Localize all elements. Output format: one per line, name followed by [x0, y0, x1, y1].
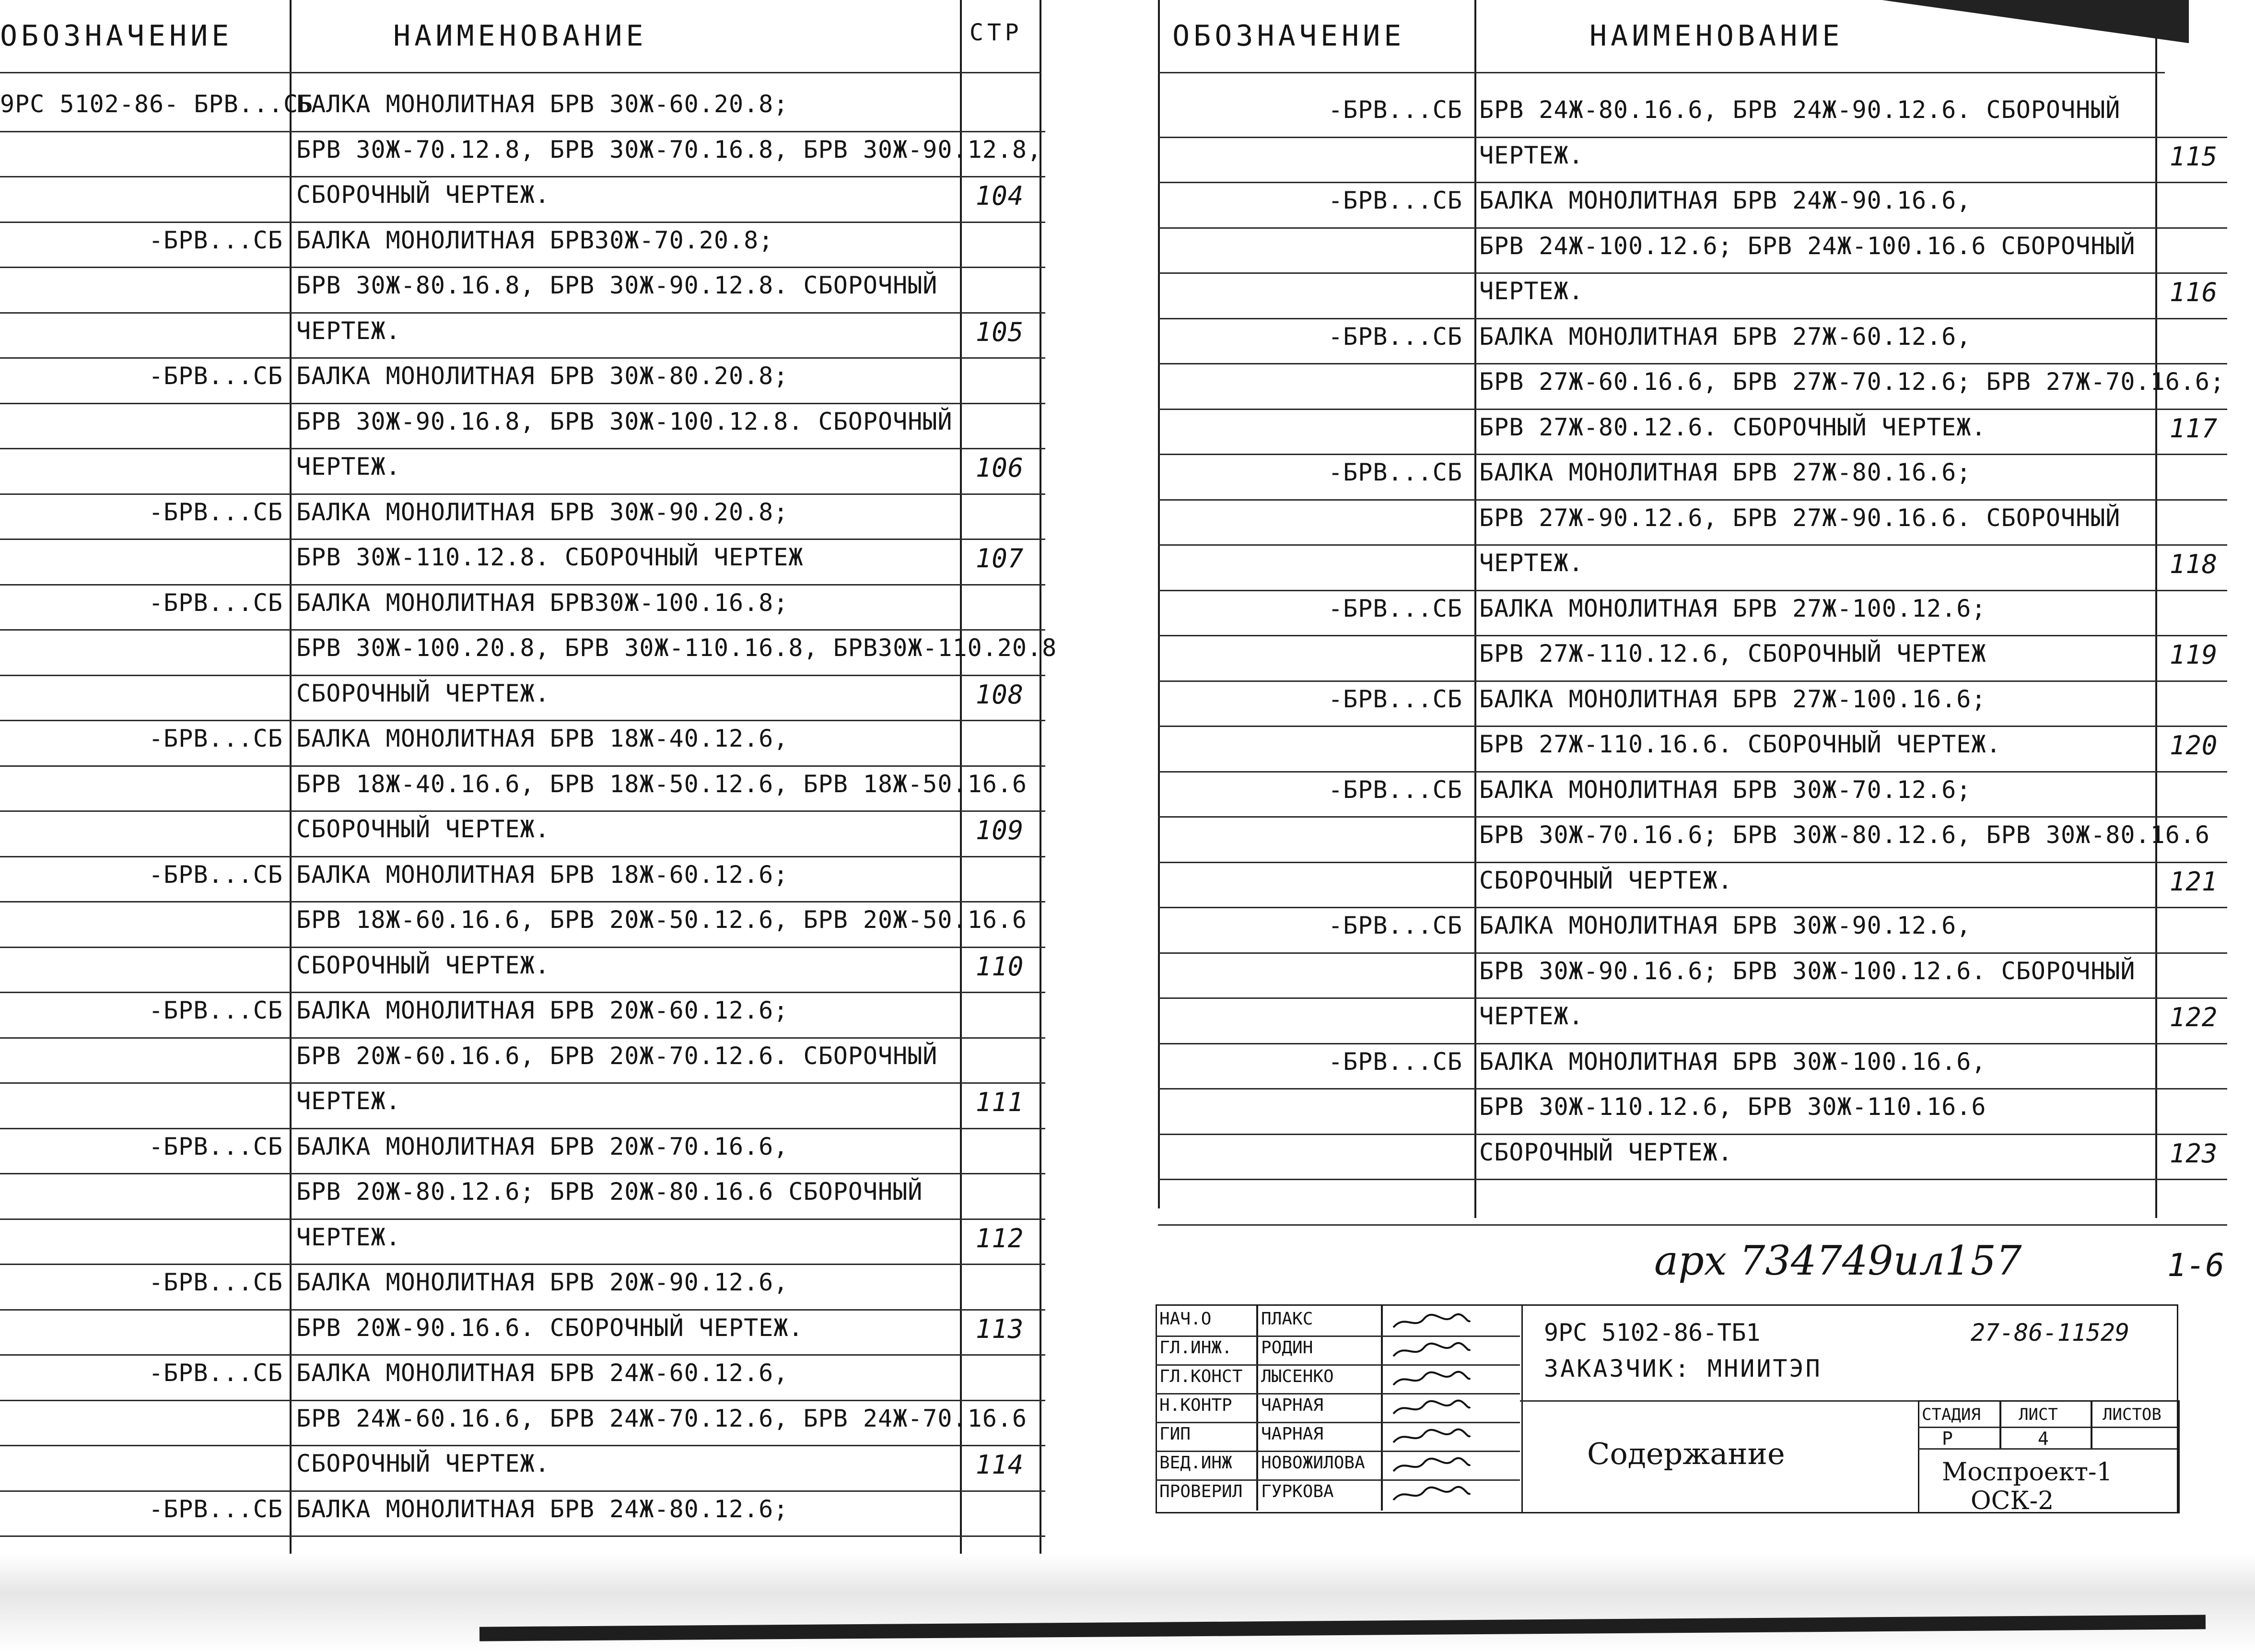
page-cell: 113 [975, 1313, 1024, 1344]
name-cell: БАЛКА МОНОЛИТНАЯ БРВ 30Ж-80.20.8; [296, 362, 789, 390]
name-cell: БРВ 24Ж-100.12.6; БРВ 24Ж-100.16.6 СБОРОЧНЫЙ [1479, 232, 2136, 260]
name-cell: БАЛКА МОНОЛИТНАЯ БРВ 27Ж-100.12.6; [1479, 594, 1986, 622]
table-row [0, 176, 1045, 221]
page-cell: 110 [975, 951, 1024, 982]
name-cell: БРВ 30Ж-70.16.6; БРВ 30Ж-80.12.6, БРВ 30Ж-80.16.6 [1479, 821, 2210, 849]
stage-label: СТАДИЯ [1922, 1405, 1981, 1424]
signature [1390, 1455, 1472, 1476]
header-name: НАИМЕНОВАНИЕ [393, 19, 647, 53]
table-row [1158, 1088, 2227, 1133]
designation-cell: -БРВ...СБ [149, 588, 283, 617]
name-cell: БРВ 30Ж-110.12.8. СБОРОЧНЫЙ ЧЕРТЕЖ [296, 543, 804, 571]
page-cell: 118 [2169, 549, 2218, 579]
name-cell: БАЛКА МОНОЛИТНАЯ БРВ 18Ж-60.12.6; [296, 860, 789, 889]
name-cell: БАЛКА МОНОЛИТНАЯ БРВ 20Ж-60.12.6; [296, 996, 789, 1024]
page-cell: 114 [975, 1450, 1024, 1480]
name-cell: БАЛКА МОНОЛИТНАЯ БРВ30Ж-70.20.8; [296, 226, 774, 254]
name-cell: БАЛКА МОНОЛИТНАЯ БРВ 30Ж-60.20.8; [296, 90, 789, 118]
table-row [1158, 363, 2227, 408]
sheet-title: Содержание [1587, 1436, 1785, 1471]
name-cell: СБОРОЧНЫЙ ЧЕРТЕЖ. [296, 1450, 550, 1477]
table-row [1158, 318, 2227, 363]
table-row [0, 493, 1045, 539]
designation-cell: -БРВ...СБ [149, 1359, 283, 1387]
table-row [0, 810, 1045, 855]
table-row [0, 1082, 1045, 1127]
name-cell: БРВ 27Ж-80.12.6. СБОРОЧНЫЙ ЧЕРТЕЖ. [1479, 413, 1986, 441]
page-cell: 107 [975, 543, 1024, 574]
signature [1390, 1484, 1472, 1505]
name-cell: СБОРОЧНЫЙ ЧЕРТЕЖ. [1479, 866, 1733, 894]
name-cell: БРВ 20Ж-60.16.6, БРВ 20Ж-70.12.6. СБОРОЧНЫЙ [296, 1042, 938, 1070]
sheet-label: ЛИСТ [2019, 1405, 2058, 1424]
name-cell: БАЛКА МОНОЛИТНАЯ БРВ 27Ж-60.12.6, [1479, 322, 1972, 351]
name-cell: БАЛКА МОНОЛИТНАЯ БРВ 30Ж-90.20.8; [296, 498, 789, 526]
scan-noise [0, 1554, 2255, 1652]
staff-rule [1156, 1479, 1520, 1481]
name-cell: СБОРОЧНЫЙ ЧЕРТЕЖ. [1479, 1138, 1733, 1166]
name-cell: БРВ 20Ж-80.12.6; БРВ 20Ж-80.16.6 СБОРОЧНЫЙ [296, 1178, 923, 1206]
name-cell: БРВ 30Ж-90.16.6; БРВ 30Ж-100.12.6. СБОРОЧНЫЙ [1479, 957, 2136, 985]
table-row [0, 856, 1045, 901]
page-cell: 120 [2169, 730, 2218, 761]
name-cell: БРВ 18Ж-40.16.6, БРВ 18Ж-50.12.6, БРВ 18Ж-50.16.6 [296, 770, 1028, 798]
page-cell: 109 [975, 815, 1024, 845]
page-cell: 115 [2169, 141, 2218, 172]
staff-rule [1156, 1364, 1520, 1366]
header-designation: ОБОЗНАЧЕНИЕ [0, 19, 233, 53]
table-row [1158, 771, 2227, 816]
name-cell: БАЛКА МОНОЛИТНАЯ БРВ 27Ж-80.16.6; [1479, 458, 1972, 486]
sheet-value: 4 [2038, 1428, 2049, 1449]
table-row [0, 448, 1045, 493]
name-cell: ЧЕРТЕЖ. [296, 453, 401, 480]
signature [1390, 1311, 1472, 1332]
designation-cell: -БРВ...СБ [1328, 187, 1462, 214]
name-cell: БАЛКА МОНОЛИТНАЯ БРВ 24Ж-90.16.6, [1479, 187, 1972, 214]
staff-role: НАЧ.О [1159, 1309, 1212, 1329]
staff-role: ПРОВЕРИЛ [1159, 1482, 1243, 1501]
page-cell: 121 [2169, 866, 2218, 897]
designation-cell: -БРВ...СБ [1328, 1047, 1462, 1076]
table-row [1158, 182, 2227, 227]
designation-cell: -БРВ...СБ [149, 498, 283, 526]
left-sheet [0, 0, 1057, 1554]
table-row [0, 1218, 1045, 1264]
page-cell: 106 [975, 453, 1024, 483]
page-cell: 111 [975, 1087, 1024, 1117]
signature [1390, 1340, 1472, 1361]
signature [1390, 1426, 1472, 1447]
table-row [0, 992, 1045, 1037]
name-cell: ЧЕРТЕЖ. [1479, 277, 1584, 305]
name-cell: БРВ 27Ж-110.16.6. СБОРОЧНЫЙ ЧЕРТЕЖ. [1479, 730, 2001, 758]
name-cell: СБОРОЧНЫЙ ЧЕРТЕЖ. [296, 815, 550, 843]
name-cell: ЧЕРТЕЖ. [1479, 1002, 1584, 1030]
table-row [0, 1445, 1045, 1490]
row-rule [1158, 1224, 2227, 1226]
designation-cell: -БРВ...СБ [149, 996, 283, 1024]
designation-cell: -БРВ...СБ [149, 362, 283, 390]
designation-cell: -БРВ...СБ [1328, 458, 1462, 486]
name-cell: БРВ 30Ж-70.12.8, БРВ 30Ж-70.16.8, БРВ 30Ж-90.12.8, [296, 135, 1042, 164]
table-row [0, 267, 1045, 312]
name-cell: БРВ 30Ж-110.12.6, БРВ 30Ж-110.16.6 [1479, 1093, 1986, 1121]
name-cell: БРВ 24Ж-80.16.6, БРВ 24Ж-90.12.6. СБОРОЧНЫЙ [1479, 96, 2121, 124]
table-row [0, 629, 1057, 674]
table-row [0, 222, 1045, 267]
stage-divider [1999, 1400, 2001, 1448]
name-cell: БАЛКА МОНОЛИТНАЯ БРВ 30Ж-90.12.6, [1479, 912, 1972, 939]
designation-cell: -БРВ...СБ [1328, 775, 1462, 804]
title-rule [1520, 1400, 1918, 1402]
table-row [0, 947, 1045, 992]
name-cell: ЧЕРТЕЖ. [296, 316, 401, 345]
signature [1390, 1397, 1472, 1418]
name-cell: ЧЕРТЕЖ. [296, 1223, 401, 1251]
staff-name: ПЛАКС [1261, 1309, 1313, 1329]
table-row [1158, 907, 2227, 952]
staff-rule [1156, 1336, 1520, 1337]
staff-role: ВЕД.ИНЖ [1159, 1453, 1232, 1473]
designation-cell: -БРВ...СБ [1328, 96, 1462, 124]
table-row [1158, 544, 2227, 589]
page-cell: 123 [2169, 1138, 2218, 1169]
table-row [1158, 499, 2227, 544]
designation-cell: -БРВ...СБ [149, 725, 283, 752]
page-cell: 119 [2169, 640, 2218, 670]
staff-name: ЧАРНАЯ [1261, 1424, 1324, 1444]
table-row [0, 1354, 1045, 1399]
table-row [0, 1490, 1045, 1535]
page-cell: 112 [975, 1223, 1024, 1254]
table-row [1158, 1179, 2227, 1224]
page-cell: 104 [975, 181, 1024, 211]
name-cell: БРВ 18Ж-60.16.6, БРВ 20Ж-50.12.6, БРВ 20Ж-50.16.6 [296, 906, 1028, 934]
document-code: 9РС 5102-86-ТБ1 [1544, 1319, 1761, 1347]
table-row [0, 403, 1045, 448]
stage-value: Р [1942, 1428, 1953, 1449]
designation-cell: -БРВ...СБ [149, 1268, 283, 1296]
name-cell: БРВ 30Ж-90.16.8, БРВ 30Ж-100.12.8. СБОРОЧНЫЙ [296, 407, 953, 435]
table-row [1158, 1134, 2227, 1179]
table-row [0, 765, 1045, 810]
table-row [0, 1173, 1045, 1218]
designation-cell: 9РС 5102-86- БРВ...СБ [0, 90, 314, 118]
staff-name: ГУРКОВА [1261, 1482, 1334, 1501]
page-cell: 117 [2169, 413, 2218, 444]
table-row [1158, 680, 2227, 726]
title-block [1156, 1237, 2225, 1544]
table-row [0, 131, 1045, 176]
staff-name: ЛЫСЕНКО [1261, 1367, 1334, 1386]
archive-note: арх 734749ил157 [1654, 1237, 2022, 1284]
name-cell: БРВ 20Ж-90.16.6. СБОРОЧНЫЙ ЧЕРТЕЖ. [296, 1313, 804, 1342]
table-row [1158, 409, 2227, 454]
table-row [1158, 91, 2227, 136]
table-row [1158, 227, 2227, 272]
order-number: 27-86-11529 [1971, 1319, 2130, 1347]
table-row [0, 357, 1045, 402]
table-row [1158, 1043, 2227, 1088]
name-cell: БАЛКА МОНОЛИТНАЯ БРВ 20Ж-90.12.6, [296, 1268, 789, 1296]
name-cell: БАЛКА МОНОЛИТНАЯ БРВ 24Ж-80.12.6; [296, 1495, 789, 1523]
table-row [0, 1309, 1045, 1354]
name-cell: БАЛКА МОНОЛИТНАЯ БРВ 27Ж-100.16.6; [1479, 685, 1986, 713]
signature [1390, 1369, 1472, 1390]
page-cell: 122 [2169, 1002, 2218, 1032]
name-cell: ЧЕРТЕЖ. [1479, 549, 1584, 577]
name-cell: БАЛКА МОНОЛИТНАЯ БРВ 20Ж-70.16.6, [296, 1132, 789, 1160]
designation-cell: -БРВ...СБ [1328, 685, 1462, 713]
designation-cell: -БРВ...СБ [149, 860, 283, 889]
stage-divider [2091, 1400, 2092, 1448]
page-cell: 105 [975, 316, 1024, 347]
name-cell: БРВ 30Ж-80.16.8, БРВ 30Ж-90.12.8. СБОРОЧНЫЙ [296, 271, 938, 299]
table-row [0, 675, 1045, 720]
name-cell: ЧЕРТЕЖ. [296, 1087, 401, 1115]
scan-artifact [1882, 0, 2189, 43]
customer: ЗАКАЗЧИК: МНИИТЭП [1544, 1355, 1822, 1383]
header-rule [1158, 72, 2165, 73]
row-rule [0, 1535, 1045, 1537]
page-cell: 108 [975, 679, 1024, 710]
table-row [1158, 635, 2227, 680]
name-cell: БАЛКА МОНОЛИТНАЯ БРВ 18Ж-40.12.6, [296, 725, 789, 752]
designation-cell: -БРВ...СБ [1328, 594, 1462, 622]
header-designation: ОБОЗНАЧЕНИЕ [1172, 19, 1405, 53]
name-cell: БАЛКА МОНОЛИТНАЯ БРВ 30Ж-100.16.6, [1479, 1047, 1986, 1076]
table-row [0, 720, 1045, 765]
name-cell: БРВ 27Ж-110.12.6, СБОРОЧНЫЙ ЧЕРТЕЖ [1479, 640, 1986, 668]
table-row [0, 1400, 1045, 1445]
name-cell: БРВ 27Ж-60.16.6, БРВ 27Ж-70.12.6; БРВ 27Ж-70.16.6; [1479, 368, 2225, 396]
header-name: НАИМЕНОВАНИЕ [1589, 19, 1844, 53]
designation-cell: -БРВ...СБ [149, 1132, 283, 1160]
table-row [0, 1037, 1045, 1082]
name-cell: СБОРОЧНЫЙ ЧЕРТЕЖ. [296, 951, 550, 979]
table-row [1158, 952, 2227, 997]
organization-department: ОСК-2 [1971, 1487, 2054, 1515]
staff-name: ЧАРНАЯ [1261, 1395, 1324, 1415]
name-cell: ЧЕРТЕЖ. [1479, 141, 1584, 169]
table-row [1158, 726, 2227, 771]
table-row [0, 584, 1045, 629]
table-row [1158, 272, 2227, 317]
staff-name: РОДИН [1261, 1338, 1313, 1358]
designation-cell: -БРВ...СБ [1328, 912, 1462, 939]
name-cell: СБОРОЧНЫЙ ЧЕРТЕЖ. [296, 679, 550, 707]
table-row [0, 1264, 1045, 1309]
designation-cell: -БРВ...СБ [149, 226, 283, 254]
table-row [0, 85, 1045, 130]
staff-rule [1156, 1422, 1520, 1423]
name-cell: СБОРОЧНЫЙ ЧЕРТЕЖ. [296, 181, 550, 209]
table-row [0, 539, 1045, 584]
staff-rule [1156, 1451, 1520, 1452]
name-cell: БАЛКА МОНОЛИТНАЯ БРВ 30Ж-70.12.6; [1479, 775, 1972, 804]
header-rule [0, 72, 1040, 73]
staff-role: ГЛ.ИНЖ. [1159, 1338, 1232, 1358]
page-cell: 116 [2169, 277, 2218, 307]
table-row [1158, 862, 2227, 907]
designation-cell: -БРВ...СБ [1328, 322, 1462, 351]
name-cell: БРВ 27Ж-90.12.6, БРВ 27Ж-90.16.6. СБОРОЧНЫЙ [1479, 504, 2121, 532]
name-cell: БАЛКА МОНОЛИТНАЯ БРВ30Ж-100.16.8; [296, 588, 789, 617]
table-row [0, 1128, 1045, 1173]
sheets-label: ЛИСТОВ [2103, 1405, 2162, 1424]
staff-rule [1156, 1393, 1520, 1394]
designation-cell: -БРВ...СБ [149, 1495, 283, 1523]
table-row [0, 901, 1045, 946]
table-row [0, 312, 1045, 357]
name-cell: БРВ 24Ж-60.16.6, БРВ 24Ж-70.12.6, БРВ 24Ж-70.16.6 [296, 1404, 1028, 1432]
header-page: СТР [970, 19, 1023, 46]
staff-role: ГИП [1159, 1424, 1191, 1444]
table-row [1158, 997, 2227, 1043]
organization-name: Моспроект-1 [1942, 1458, 2113, 1487]
sheet-mark: 1-6 [2167, 1247, 2225, 1284]
name-cell: БРВ 30Ж-100.20.8, БРВ 30Ж-110.16.8, БРВ30Ж-110.20.8 [296, 634, 1057, 662]
table-row [1158, 816, 2227, 861]
name-cell: БАЛКА МОНОЛИТНАЯ БРВ 24Ж-60.12.6, [296, 1359, 789, 1387]
staff-role: Н.КОНТР [1159, 1395, 1232, 1415]
table-row [1158, 454, 2227, 499]
staff-role: ГЛ.КОНСТ [1159, 1367, 1243, 1386]
staff-name: НОВОЖИЛОВА [1261, 1453, 1365, 1473]
table-row [1158, 590, 2227, 635]
table-row [1158, 137, 2227, 182]
